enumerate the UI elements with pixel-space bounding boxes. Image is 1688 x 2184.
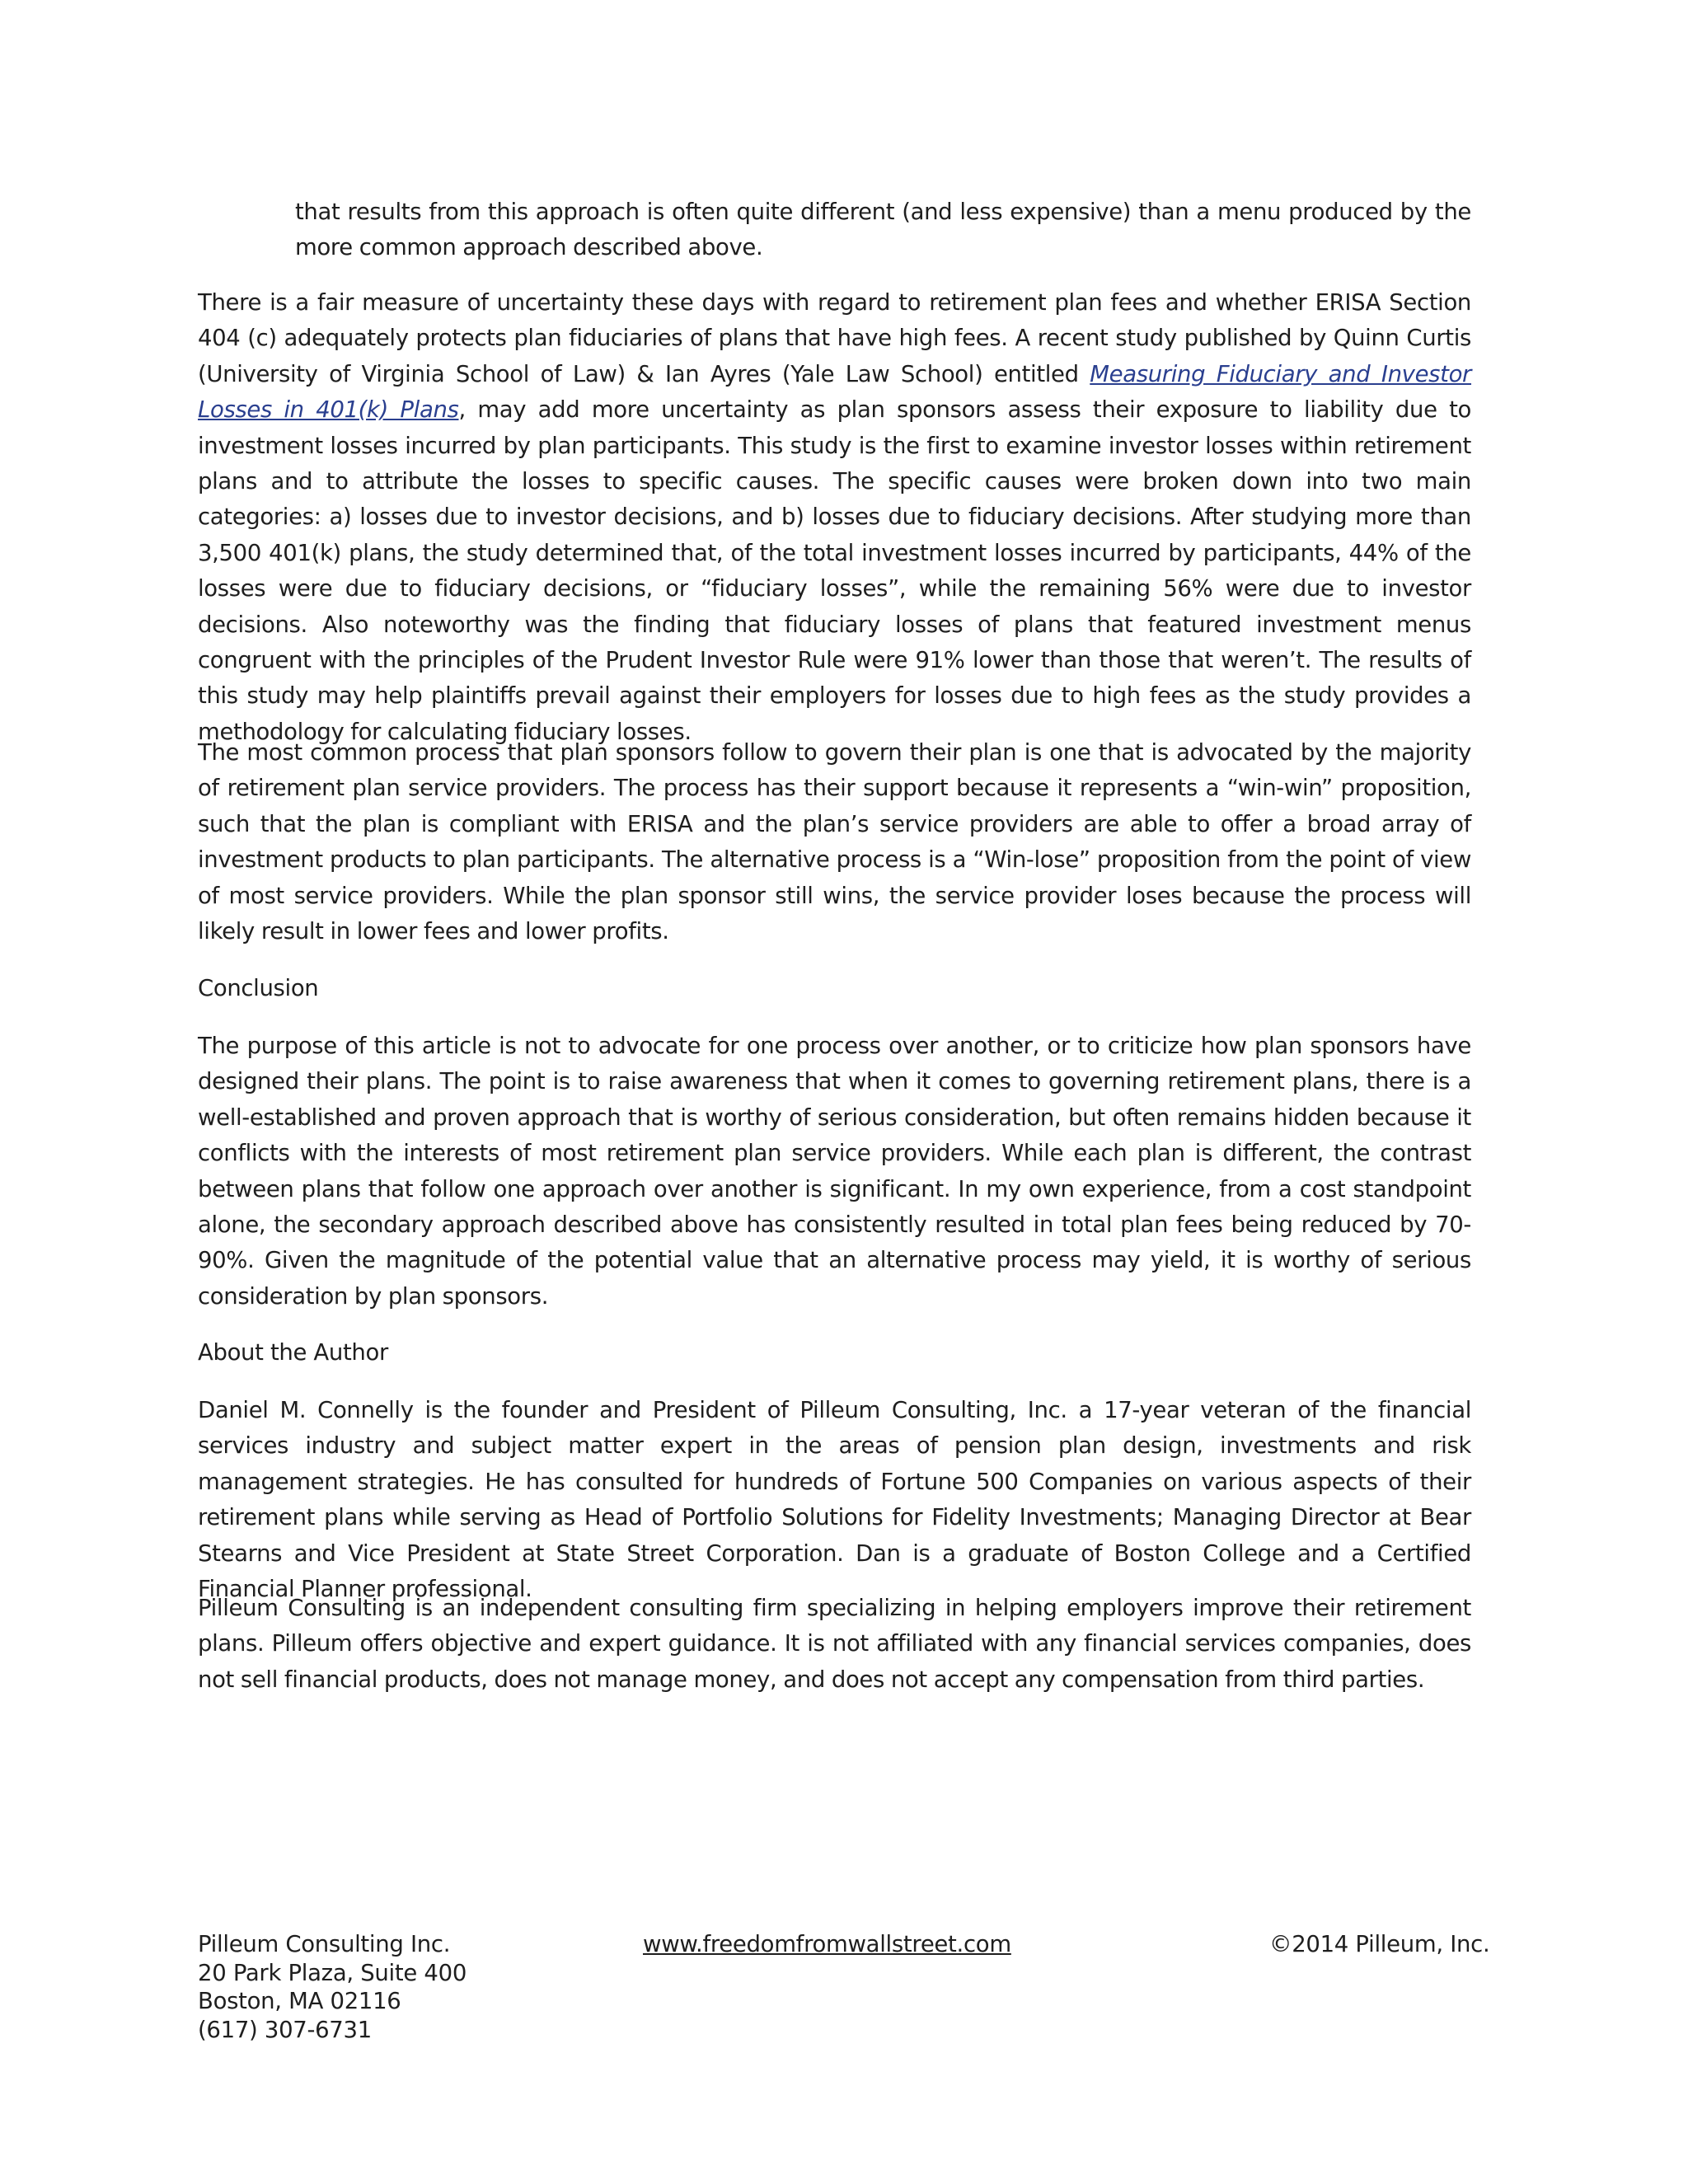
footer-street-address: 20 Park Plaza, Suite 400	[198, 1959, 467, 1986]
paragraph-conclusion: The purpose of this article is not to advocate for one process over another, or to criticize how plan sponsors have designed their plans. The point is to raise awareness that when it comes to governing retirement plans, there is a well-established and proven approach that is worthy of serious consideration, but often remains hidden because it conflicts with the interests of most retirement plan service providers. While each plan is different, the contrast between plans that follow one approach over another is significant. In my own experience, from a cost standpoint alone, the secondary approach described above has consistently resulted in total plan fees being reduced by 70-90%. Given the magnitude of the potential value that an alternative process may yield, it is worthy of serious consideration by plan sponsors.	[198, 1033, 1471, 1310]
author-heading: About the Author	[198, 1339, 388, 1366]
paragraph-study-text-after: , may add more uncertainty as plan sponsors assess their exposure to liability due to investment losses incurred by plan participants. This study is the first to examine investor losses within retirement plans and to attribute the losses to specific causes. The specific causes were broken down into two main categories: a) losses due to investor decisions, and b) losses due to fiduciary decisions. After studying more than 3,500 401(k) plans, the study determined that, of the total investment losses incurred by participants, 44% of the losses were due to fiduciary decisions, or “fiduciary losses”, while the remaining 56% were due to investor decisions. Also noteworthy was the finding that fiduciary losses of plans that featured investment menus congruent with the principles of the Prudent Investor Rule were 91% lower than those that weren’t. The results of this study may help plaintiffs prevail against their employers for losses due to high fees as the study provides a methodology for calculating fiduciary losses.	[198, 396, 1471, 745]
conclusion-heading: Conclusion	[198, 975, 319, 1001]
footer-website	[643, 1930, 1011, 1959]
paragraph-common-process: The most common process that plan sponsors follow to govern their plan is one that is advocated by the majority of retirement plan service providers. The process has their support because it represents a “win-win” proposition, such that the plan is compliant with ERISA and the plan’s service providers are able to offer a broad array of investment products to plan participants. The alternative process is a “Win-lose” proposition from the point of view of most service providers. While the plan sponsor still wins, the service provider loses because the process will likely result in lower fees and lower profits.	[198, 739, 1471, 945]
footer-copyright: ©2014 Pilleum, Inc.	[1269, 1931, 1490, 1957]
paragraph-intro-continuation: that results from this approach is often quite different (and less expensive) than a menu produced by the more common approach described above.	[295, 199, 1471, 261]
footer-city-state-zip: Boston, MA 02116	[198, 1988, 401, 2014]
paragraph-company-description: Pilleum Consulting is an independent consulting firm specializing in helping employers improve their retirement plans. Pilleum offers objective and expert guidance. It is not affiliated with any financial services companies, does not sell financial products, does not manage money, and does not accept any compensation from third parties.	[198, 1595, 1471, 1693]
paragraph-author-bio: Daniel M. Connelly is the founder and President of Pilleum Consulting, Inc. a 17-year veteran of the financial services industry and subject matter expert in the areas of pension plan design, investments and risk management strategies. He has consulted for hundreds of Fortune 500 Companies on various aspects of their retirement plans while serving as Head of Portfolio Solutions for Fidelity Investments; Managing Director at Bear Stearns and Vice President at State Street Corporation. Dan is a graduate of Boston College and a Certified Financial Planner professional.	[198, 1397, 1471, 1603]
footer-phone: (617) 307-6731	[198, 2016, 372, 2043]
paragraph-study	[198, 285, 1471, 750]
footer-company-name: Pilleum Consulting Inc.	[198, 1931, 451, 1957]
website-link[interactable]: www.freedomfromwallstreet.com	[643, 1931, 1011, 1957]
footer-address	[198, 1930, 467, 2044]
study-link[interactable]: Measuring Fiduciary and Investor Losses in 401(k) Plans	[198, 360, 1472, 424]
paragraph-study-text-before: There is a fair measure of uncertainty these days with regard to retirement plan fees and whether ERISA Section 404 (c) adequately protects plan fiduciaries of plans that have high fees. A recent study published by Quinn Curtis (University of Virginia School of Law) & Ian Ayres (Yale Law School) entitled	[198, 289, 1471, 387]
